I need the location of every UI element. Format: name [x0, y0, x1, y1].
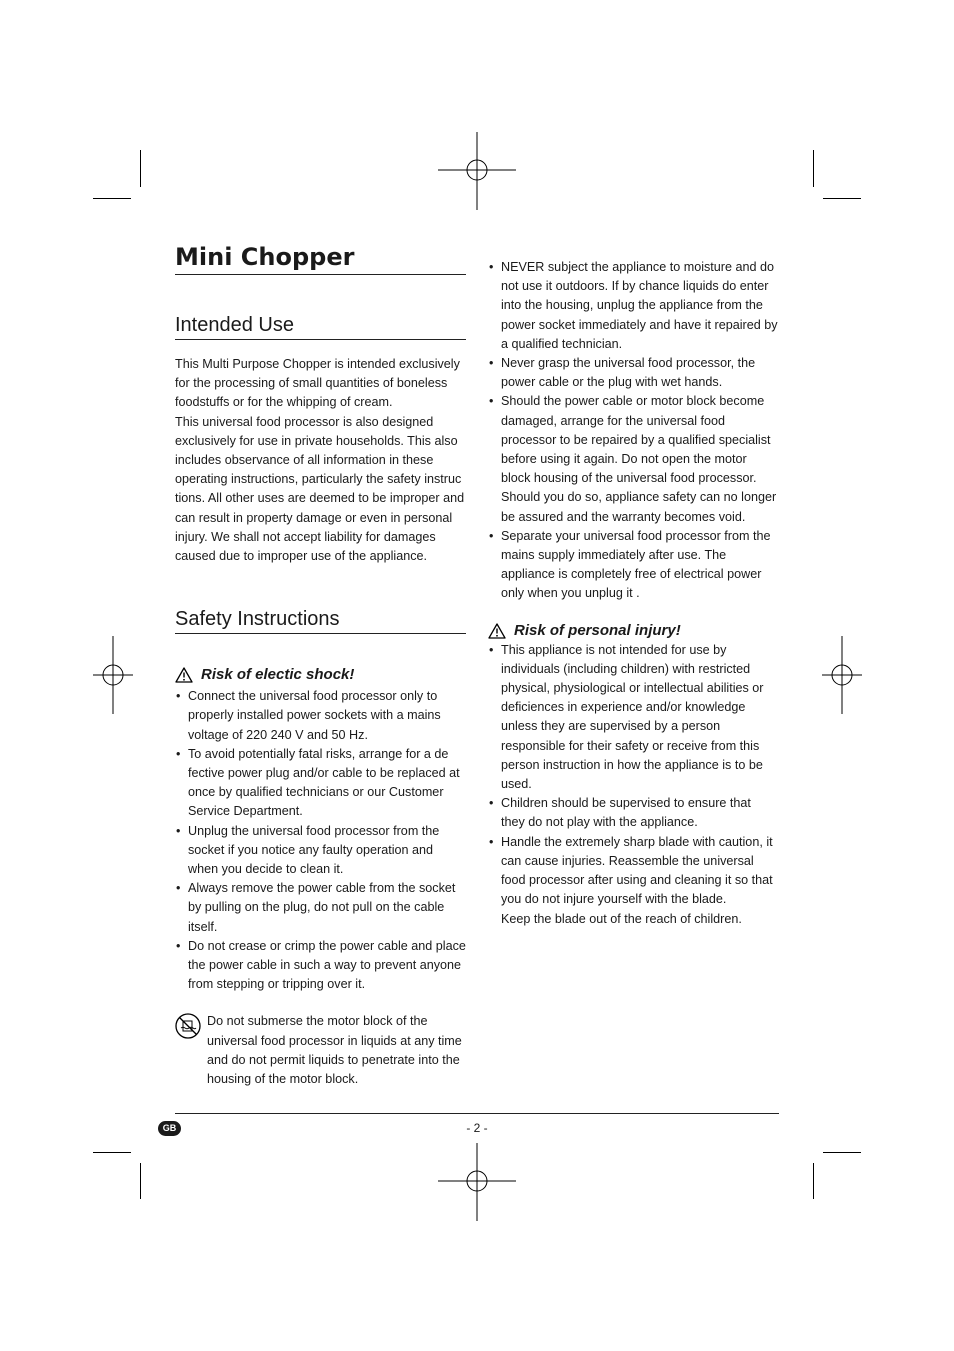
electric-shock-title: Risk of electic shock!	[201, 666, 355, 684]
page-number: - 2 -	[466, 1121, 488, 1135]
crop-mark	[93, 198, 131, 199]
list-item: • Separate your universal food processor from the mains supply immediately after use. The appliance is completely free of electrical power only when you unplug it .	[488, 527, 778, 604]
personal-injury-heading	[488, 621, 778, 641]
electric-shock-heading	[175, 665, 466, 685]
crop-mark	[823, 198, 861, 199]
crop-mark	[813, 150, 814, 187]
intended-use-text	[175, 355, 466, 566]
warning-triangle-icon	[175, 667, 193, 683]
list-item: • Always remove the power cable from the socket by pulling on the plug, do not pull on the cable itself.	[175, 879, 466, 937]
left-column	[175, 240, 466, 1089]
registration-mark-icon	[822, 636, 862, 714]
list-item	[488, 833, 778, 929]
crop-mark	[823, 1152, 861, 1153]
crop-mark	[813, 1163, 814, 1199]
footer-rule	[175, 1113, 779, 1114]
list-item: • Children should be supervised to ensure that they do not play with the appliance.	[488, 794, 778, 832]
registration-mark-icon	[438, 1143, 516, 1221]
page-title: Mini Chopper	[175, 240, 466, 275]
list-item-text: Handle the extremely sharp blade with caution, it can cause injuries. Reassemble the universal food processor after using and cleaning it so that you do not injure yourself with the blade.	[501, 834, 773, 907]
language-badge: GB	[158, 1121, 181, 1136]
list-item: • This appliance is not intended for use by individuals (including children) with restricted physical, physiological or intellectual abilities or deficiences in experience and/or knowledge unless they are supervised by a person responsible for their safety or receive from this person instruction in how the appliance is to be used.	[488, 641, 778, 795]
list-item: • Never grasp the universal food processor, the power cable or the plug with wet hands.	[488, 354, 778, 392]
list-item: • Unplug the universal food processor from the socket if you notice any faulty operation and when you decide to clean it.	[175, 822, 466, 880]
right-column	[488, 258, 778, 929]
electric-shock-list	[175, 687, 466, 994]
crop-mark	[140, 150, 141, 187]
safety-instructions-heading: Safety Instructions	[175, 605, 466, 634]
registration-mark-icon	[438, 132, 516, 210]
warning-triangle-icon	[488, 623, 506, 639]
crop-mark	[93, 1152, 131, 1153]
no-immersion-icon	[175, 1013, 201, 1039]
list-item: • To avoid potentially fatal risks, arrange for a de fective power plug and/or cable to be replaced at once by qualified technicians or our Customer Service Department.	[175, 745, 466, 822]
list-item: • Do not crease or crimp the power cable and place the power cable in such a way to prevent anyone from stepping or tripping over it.	[175, 937, 466, 995]
personal-injury-title: Risk of personal injury!	[514, 621, 681, 639]
immersion-note	[175, 1012, 466, 1089]
list-item-extra: Keep the blade out of the reach of children.	[501, 911, 742, 926]
paragraph: This universal food processor is also designed exclusively for use in private households. This also includes observance of all information in these operating instructions, particularly the safety instruc tions. All other uses are deemed to be improper and can result in property damage or even in personal injury. We shall not accept liability for damages caused due to improper use of the appliance.	[175, 414, 465, 564]
list-item: • NEVER subject the appliance to moisture and do not use it outdoors. If by chance liquids do enter into the housing, unplug the appliance from the power socket immediately and have it repaired by a qualified technician.	[488, 258, 778, 354]
intended-use-heading: Intended Use	[175, 311, 466, 340]
personal-injury-list	[488, 641, 778, 929]
registration-mark-icon	[93, 636, 133, 714]
immersion-note-text: Do not submerse the motor block of the universal food processor in liquids at any time and do not permit liquids to penetrate into the housing of the motor block.	[207, 1014, 462, 1087]
safety-list	[488, 258, 778, 604]
list-item: • Should the power cable or motor block become damaged, arrange for the universal food processor to be repaired by a qualified specialist before using it again. Do not open the motor block housing of the universal food processor. Should you do so, appliance safety can no longer be assured and the warranty becomes void.	[488, 392, 778, 526]
list-item: • Connect the universal food processor only to properly installed power sockets with a mains voltage of 220 240 V and 50 Hz.	[175, 687, 466, 745]
paragraph: This Multi Purpose Chopper is intended exclusively for the processing of small quantities of boneless foodstuffs or for the whipping of cream.	[175, 357, 460, 410]
crop-mark	[140, 1163, 141, 1199]
